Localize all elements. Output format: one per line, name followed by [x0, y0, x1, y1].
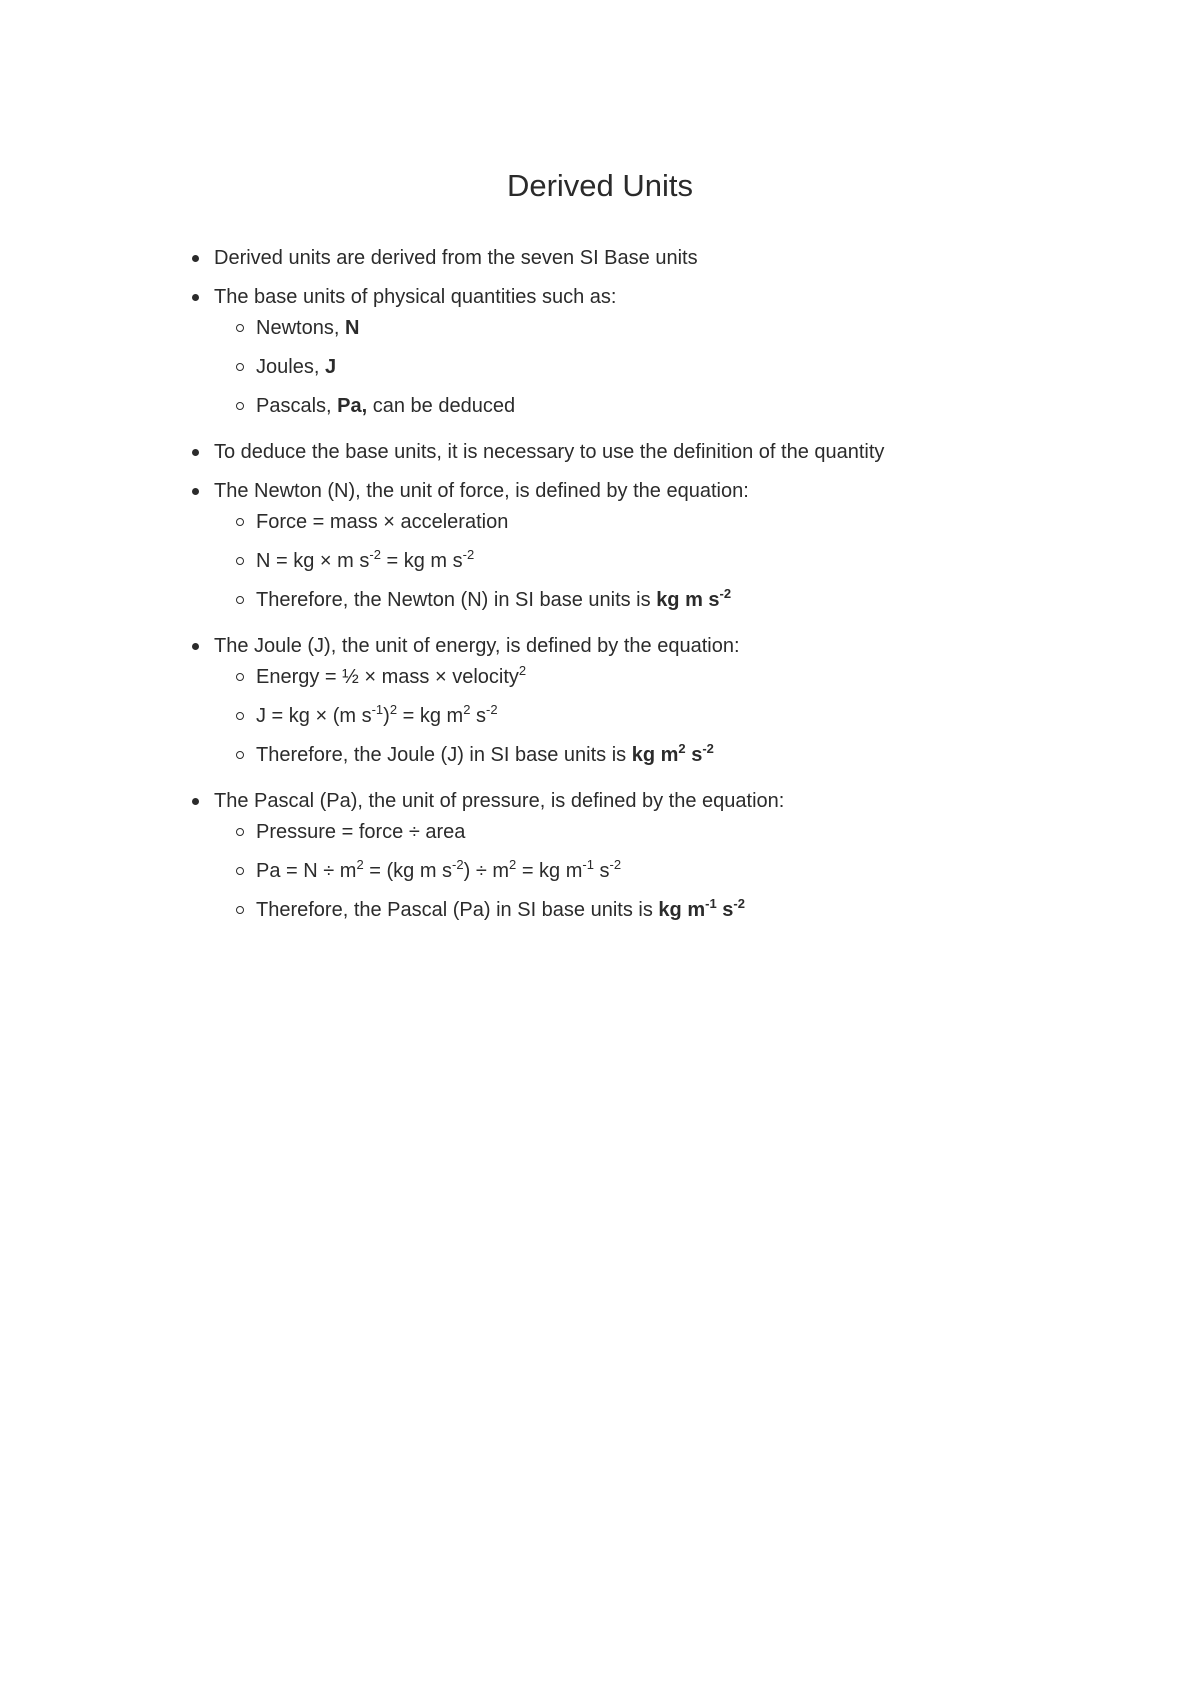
sub-list-item [256, 353, 1152, 381]
item-text: Pressure = force ÷ area [256, 821, 466, 843]
item-text: The Joule (J), the unit of energy, is defined by the equation: [214, 635, 740, 657]
bold-text: J [324, 356, 337, 378]
item-text: s [593, 860, 610, 882]
superscript: -1 [705, 896, 717, 911]
list-item [192, 787, 1152, 924]
item-text: The Pascal (Pa), the unit of pressure, is defined by the equation: [214, 790, 785, 812]
item-text: Energy = ½ × mass × velocity [256, 666, 519, 688]
item-text: ) [383, 705, 390, 727]
bold-text: N [344, 317, 360, 339]
superscript: 2 [678, 741, 686, 756]
item-text: s [685, 744, 703, 766]
item-text: The base units of physical quantities such as: [214, 286, 617, 308]
sub-list-item [256, 508, 1152, 536]
superscript: 2 [463, 702, 471, 717]
item-text: To deduce the base units, it is necessary to use the definition of the quantity [214, 441, 885, 463]
superscript: 2 [518, 663, 527, 678]
superscript: -2 [702, 741, 714, 756]
superscript: -2 [733, 896, 745, 911]
bold-text [656, 586, 732, 611]
item-text: Derived units are derived from the seven SI Base units [214, 247, 698, 269]
sub-list-item [256, 818, 1152, 846]
superscript: 2 [389, 702, 398, 717]
item-text: Therefore, the Joule (J) in SI base units is [256, 744, 632, 766]
list-item [192, 283, 1152, 420]
sub-list [214, 818, 1152, 924]
item-text: kg m [658, 899, 706, 921]
item-text: N = kg × m s [256, 550, 370, 572]
bold-text [631, 741, 714, 766]
item-text: Newtons, [256, 317, 345, 339]
item-text: can be deduced [367, 395, 516, 417]
item-text: Joules, [256, 356, 325, 378]
list-item [192, 477, 1152, 614]
superscript: -2 [369, 547, 381, 562]
item-text: kg m [631, 744, 679, 766]
sub-list-item [256, 663, 1152, 691]
item-text: s [716, 899, 734, 921]
superscript: 2 [509, 857, 517, 872]
sub-list-item [256, 857, 1152, 885]
item-text: = kg m [397, 705, 464, 727]
sub-list-item [256, 586, 1152, 614]
list-item [192, 632, 1152, 769]
sub-list-item [256, 314, 1152, 342]
item-text: kg m s [656, 589, 720, 611]
item-text: Therefore, the Newton (N) in SI base units is [256, 589, 657, 611]
sub-list [214, 508, 1152, 614]
superscript: -2 [486, 702, 498, 717]
item-text: ) ÷ m [463, 860, 510, 882]
sub-list-item [256, 547, 1152, 575]
list-item [192, 244, 1152, 272]
page-title: Derived Units [506, 168, 694, 203]
item-text: = (kg m s [363, 860, 453, 882]
superscript: -2 [452, 857, 464, 872]
superscript: -1 [371, 702, 384, 717]
sub-list-item [256, 896, 1152, 924]
list-item [192, 438, 1152, 466]
superscript: -2 [719, 586, 732, 601]
superscript: -2 [462, 547, 475, 562]
item-text: The Newton (N), the unit of force, is defined by the equation: [214, 480, 749, 502]
bold-text [658, 896, 745, 921]
item-text: Therefore, the Pascal (Pa) in SI base units is [256, 899, 659, 921]
sub-list-item [256, 741, 1152, 769]
superscript: 2 [356, 857, 364, 872]
item-text: = kg m s [380, 550, 463, 572]
item-text: Pascals, [256, 395, 338, 417]
item-text: Pa = N ÷ m [256, 860, 357, 882]
item-text: J = kg × (m s [256, 705, 372, 727]
sub-list [214, 314, 1152, 420]
bold-text: Pa, [337, 395, 368, 417]
item-text: Force = mass × acceleration [256, 511, 509, 533]
sub-list [214, 663, 1152, 769]
item-text: = kg m [516, 860, 583, 882]
sub-list-item [256, 392, 1152, 420]
superscript: -1 [582, 857, 594, 872]
superscript: -2 [609, 857, 622, 872]
sub-list-item [256, 702, 1152, 730]
bullet-list [192, 244, 1152, 942]
item-text: s [470, 705, 486, 727]
